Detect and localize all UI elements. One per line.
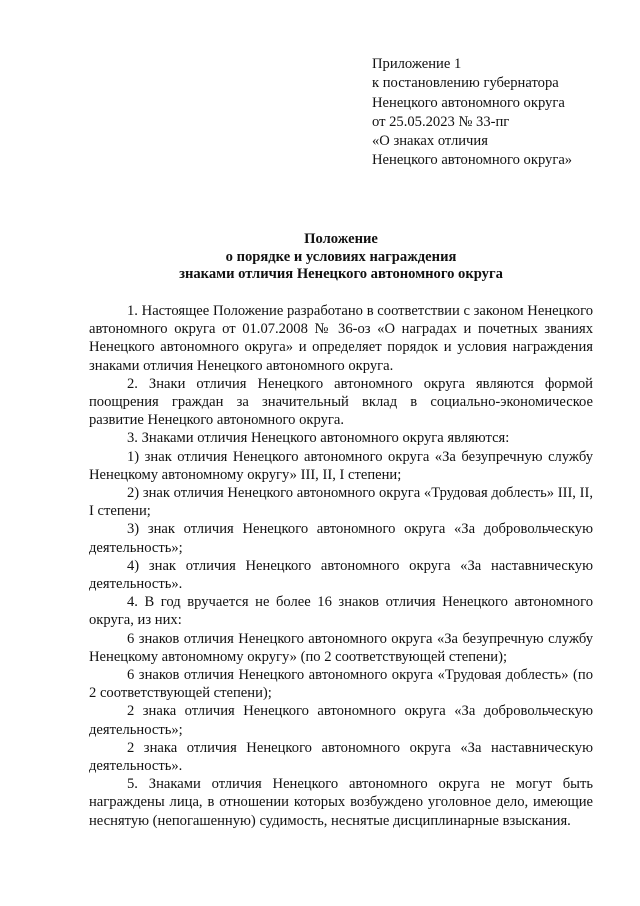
title-line: знаками отличия Ненецкого автономного округа: [179, 266, 503, 283]
list-item-3-3: 3) знак отличия Ненецкого автономного округа «За добровольческую деятельность»;: [89, 521, 593, 556]
list-item-4-3: 2 знака отличия Ненецкого автономного округа «За добровольческую деятельность»;: [89, 703, 593, 738]
appendix-line: Приложение 1: [372, 56, 462, 72]
appendix-line: от 25.05.2023 № 33-пг: [372, 113, 510, 130]
title-line: Положение: [304, 231, 378, 247]
paragraph-4: 4. В год вручается не более 16 знаков отличия Ненецкого автономного округа, из них:: [89, 594, 593, 629]
list-item-4-4: 2 знака отличия Ненецкого автономного округа «За наставническую деятельность».: [89, 739, 593, 775]
appendix-line: Ненецкого автономного округа: [372, 94, 565, 111]
document-title: [100, 231, 582, 284]
appendix-line: Ненецкого автономного округа»: [372, 152, 573, 169]
list-item-3-2: 2) знак отличия Ненецкого автономного округа «Трудовая доблесть» III, II, I степени;: [89, 485, 593, 520]
paragraph-1: 1. Настоящее Положение разработано в соответствии с законом Ненецкого автономного округа от 01.07.2008 № 36-оз «О наградах и почетных званиях Ненецкого автономного округа» и определяет порядок и условия награждения знаками отличия Ненецкого автономного округа.: [89, 303, 593, 374]
appendix-line: к постановлению губернатора: [372, 75, 559, 92]
list-item-3-4: 4) знак отличия Ненецкого автономного округа «За наставническую деятельность».: [89, 557, 593, 593]
appendix-line: «О знаках отличия: [372, 133, 488, 150]
paragraph-2: 2. Знаки отличия Ненецкого автономного округа являются формой поощрения граждан за значительный вклад в социально-экономическое развитие Ненецкого автономного округа.: [89, 375, 593, 429]
list-item-3-1: 1) знак отличия Ненецкого автономного округа «За безупречную службу Ненецкому автономному округу» III, II, I степени;: [89, 448, 593, 483]
title-line: о порядке и условиях награждения: [225, 248, 457, 265]
paragraph-5: 5. Знаками отличия Ненецкого автономного округа не могут быть награждены лица, в отношении которых возбуждено уголовное дело, имеющие неснятую (непогашенную) судимость, неснятые дисциплинарные взыскания.: [89, 776, 593, 829]
appendix-block: [372, 55, 622, 171]
list-item-4-1: 6 знаков отличия Ненецкого автономного округа «За безупречную службу Ненецкому автономному округу» (по 2 соответствующей степени);: [89, 630, 593, 665]
list-item-4-2: 6 знаков отличия Ненецкого автономного округа «Трудовая доблесть» (по 2 соответствующей степени);: [89, 667, 593, 702]
paragraph-3: 3. Знаками отличия Ненецкого автономного округа являются:: [127, 430, 510, 447]
document-body: [89, 302, 593, 830]
